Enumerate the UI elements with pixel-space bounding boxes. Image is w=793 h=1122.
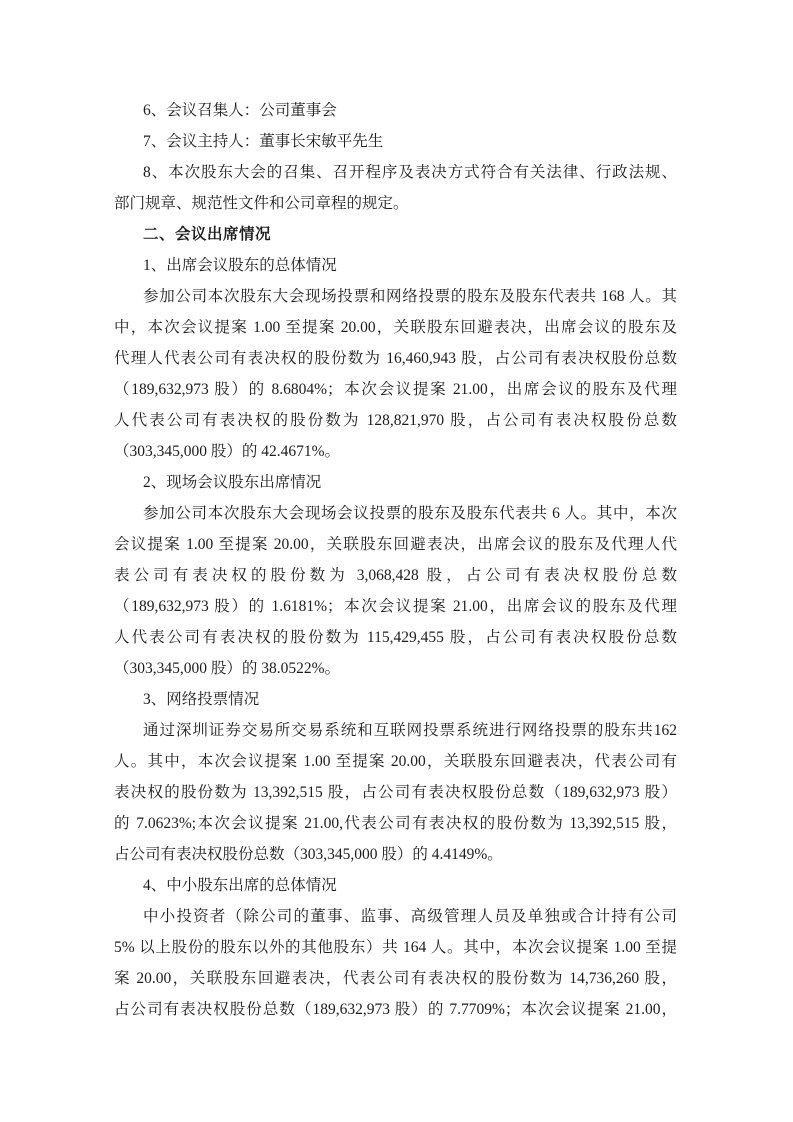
text-line: 代理人代表公司有表决权的股份数为 16,460,943 股，占公司有表决权股份总数: [114, 350, 677, 367]
text-line: 2、现场会议股东出席情况: [143, 474, 322, 491]
text-line: 会议提案 1.00 至提案 20.00，关联股东回避表决，出席会议的股东及代理人代: [114, 536, 677, 553]
paragraph: [114, 126, 677, 157]
text-line: 6、会议召集人：公司董事会: [143, 102, 337, 119]
paragraph: [114, 281, 677, 467]
text-line: 的 7.0623%;本次会议提案 21.00,代表公司有表决权的股份数为 13,392,515 股，: [114, 815, 677, 832]
text-line: 8、本次股东大会的召集、召开程序及表决方式符合有关法律、行政法规、: [143, 164, 677, 181]
text-line: （303,345,000 股）的 42.4671%。: [114, 443, 341, 460]
text-line: 参加公司本次股东大会现场投票和网络投票的股东及股东代表共 168 人。其: [143, 288, 677, 305]
paragraph: [114, 157, 677, 219]
text-line: 1、出席会议股东的总体情况: [143, 257, 337, 274]
paragraph: [114, 498, 677, 684]
text-line: 5% 以上股份的股东以外的其他股东）共 164 人。其中，本次会议提案 1.00 至提: [114, 939, 677, 956]
text-line: 部门规章、规范性文件和公司章程的规定。: [114, 195, 409, 212]
text-line: 通过深圳证券交易所交易系统和互联网投票系统进行网络投票的股东共162: [143, 722, 677, 739]
paragraph: [114, 95, 677, 126]
text-line: 7、会议主持人：董事长宋敏平先生: [143, 133, 384, 150]
text-line: （189,632,973 股）的 1.6181%；本次会议提案 21.00，出席会议的股东及代理: [114, 598, 677, 615]
text-line: 4、中小股东出席的总体情况: [143, 877, 337, 894]
text-line: 表公司有表决权的股份数为 3,068,428 股，占公司有表决权股份总数: [114, 567, 677, 584]
text-line: 占公司有表决权股份总数（303,345,000 股）的 4.4149%。: [114, 846, 503, 863]
text-line: （303,345,000 股）的 38.0522%。: [114, 660, 341, 677]
text-line: （189,632,973 股）的 8.6804%；本次会议提案 21.00，出席会议的股东及代理: [114, 381, 677, 398]
text-line: 人。其中，本次会议提案 1.00 至提案 20.00，关联股东回避表决，代表公司有: [114, 753, 677, 770]
text-line: 占公司有表决权股份总数（189,632,973 股）的 7.7709%；本次会议提案 21.00，: [114, 1001, 677, 1018]
section-heading: 二、会议出席情况: [143, 226, 272, 243]
text-line: 3、网络投票情况: [143, 691, 260, 708]
text-line: 案 20.00，关联股东回避表决，代表公司有表决权的股份数为 14,736,260 股，: [114, 970, 677, 987]
paragraph: [114, 715, 677, 870]
section-heading-paragraph: [114, 219, 677, 250]
document-body: [114, 95, 677, 1025]
text-line: 人代表公司有表决权的股份数为 115,429,455 股，占公司有表决权股份总数: [114, 629, 677, 646]
text-line: 中小投资者（除公司的董事、监事、高级管理人员及单独或合计持有公司: [143, 908, 677, 925]
text-line: 人代表公司有表决权的股份数为 128,821,970 股，占公司有表决权股份总数: [114, 412, 677, 429]
paragraph: [114, 250, 677, 281]
paragraph: [114, 870, 677, 901]
paragraph: [114, 684, 677, 715]
paragraph: [114, 901, 677, 1025]
text-line: 参加公司本次股东大会现场会议投票的股东及股东代表共 6 人。其中，本次: [143, 505, 677, 522]
paragraph: [114, 467, 677, 498]
text-line: 表决权的股份数为 13,392,515 股，占公司有表决权股份总数（189,632,973 股）: [114, 784, 677, 801]
text-line: 中，本次会议提案 1.00 至提案 20.00，关联股东回避表决，出席会议的股东及: [114, 319, 677, 336]
